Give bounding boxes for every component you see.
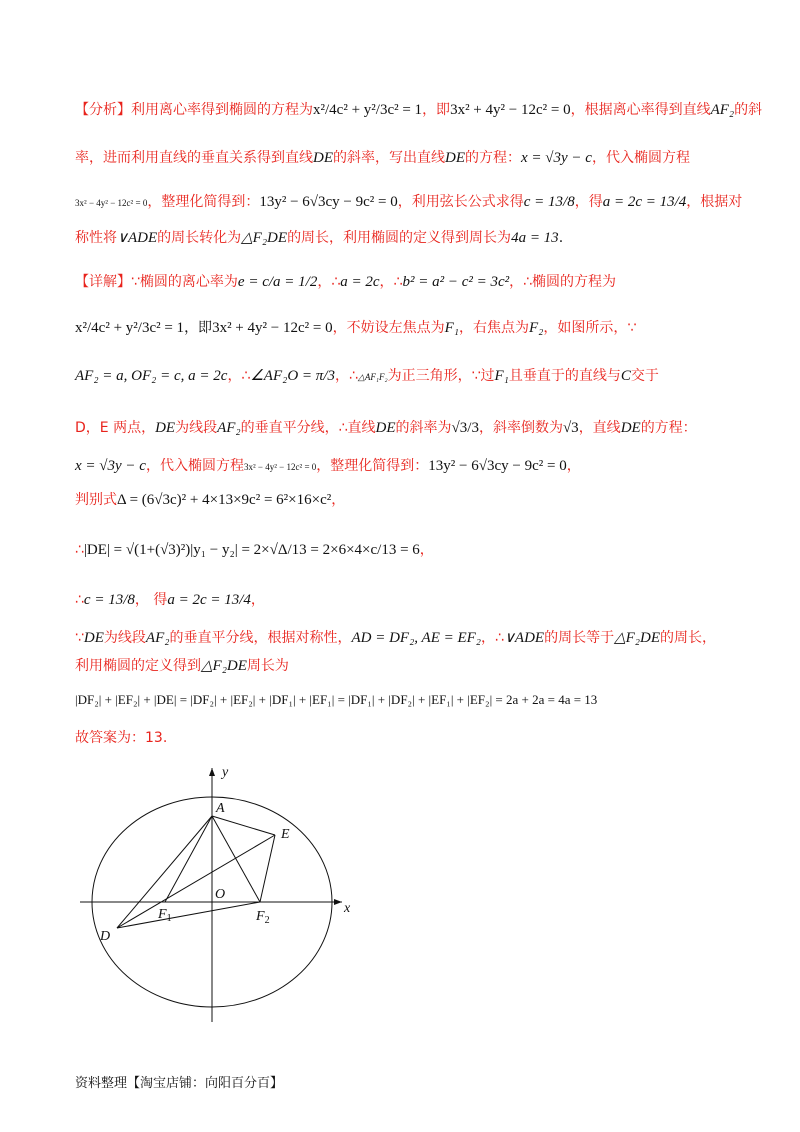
label-F2: $F_2$ <box>256 909 270 926</box>
label-O: O <box>215 887 226 902</box>
detail-line-11: |DF₂| + |EF₂| + |DE| = |DF₂| + |EF₂| + |DF₁| + |EF₁| = |DF₁| + |DF₂| + |EF₁| + |EF₂| = 2a + 2a = 4a = 13 <box>75 692 598 707</box>
analysis-line-1: 【分析】利用离心率得到椭圆的方程为x²/4c² + y²/3c² = 1，即3x² + 4y² − 12c² = 0，根据离心率得到直线AF₂的斜 <box>75 102 763 118</box>
segment-EF2 <box>260 835 275 902</box>
analysis-label: 【分析】 <box>75 102 131 118</box>
detail-label: 【详解】 <box>75 274 131 290</box>
answer-line: 故答案为：13. <box>75 730 168 746</box>
label-x: x <box>344 901 351 916</box>
detail-line-1: 【详解】∵椭圆的离心率为e = c/a = 1/2，∴a = 2c，∴b² = a² − c² = 3c²，∴椭圆的方程为 <box>75 274 617 290</box>
detail-line-2: x²/4c² + y²/3c² = 1，即3x² + 4y² − 12c² = 0，不妨设左焦点为F₁，右焦点为F₂，如图所示，∵ <box>75 320 637 336</box>
ellipse-equation: x²/4c² + y²/3c² = 1 <box>313 102 423 118</box>
footer-source: 资料整理【淘宝店铺：向阳百分百】 <box>75 1076 284 1091</box>
detail-line-4: D，E 两点，DE为线段AF₂的垂直平分线，∴直线DE的斜率为√3/3，斜率倒数为√3，直线DE的方程： <box>75 420 697 436</box>
detail-line-3: AF₂ = a, OF₂ = c, a = 2c，∴∠AF₂O = π/3，∴△AF₁F₂为正三角形，∵过F₁且垂直于的直线与C交于 <box>75 368 659 384</box>
analysis-line-4: 称性将∨ADE的周长转化为△F₂DE的周长，利用椭圆的定义得到周长为4a = 13. <box>75 230 564 246</box>
segment-AF1 <box>165 816 212 902</box>
label-y: y <box>222 765 229 780</box>
analysis-line-3: 3x² − 4y² − 12c² = 0，整理化简得到：13y² − 6√3cy − 9c² = 0，利用弦长公式求得c = 13/8，得a = 2c = 13/4，根据对 <box>75 194 743 210</box>
detail-line-5: x = √3y − c，代入椭圆方程3x² − 4y² − 12c² = 0，整理化简得到：13y² − 6√3cy − 9c² = 0， <box>75 458 581 474</box>
label-E: E <box>281 827 290 842</box>
ellipse-figure <box>70 760 370 1030</box>
detail-line-10: 利用椭圆的定义得到△F₂DE周长为 <box>75 658 289 674</box>
detail-line-6: 判别式Δ = (6√3c)² + 4×13×9c² = 6²×16×c²， <box>75 492 346 508</box>
y-axis-arrow <box>209 768 215 776</box>
label-F1: $F_1$ <box>158 907 172 924</box>
label-A: A <box>216 801 225 816</box>
analysis-line-2: 率，进而利用直线的垂直关系得到直线DE的斜率，写出直线DE的方程：x = √3y − c，代入椭圆方程 <box>75 150 690 166</box>
x-axis-arrow <box>334 899 342 905</box>
label-D: D <box>100 929 111 944</box>
detail-line-9: ∵DE为线段AF₂的垂直平分线，根据对称性，AD = DF₂, AE = EF₂，∴∨ADE的周长等于△F₂DE的周长， <box>75 630 716 646</box>
detail-line-7: ∴|DE| = √(1+(√3)²)|y₁ − y₂| = 2×√Δ/13 = 2×6×4×c/13 = 6， <box>75 542 434 558</box>
detail-line-8: ∴c = 13/8， 得a = 2c = 13/4， <box>75 592 265 608</box>
